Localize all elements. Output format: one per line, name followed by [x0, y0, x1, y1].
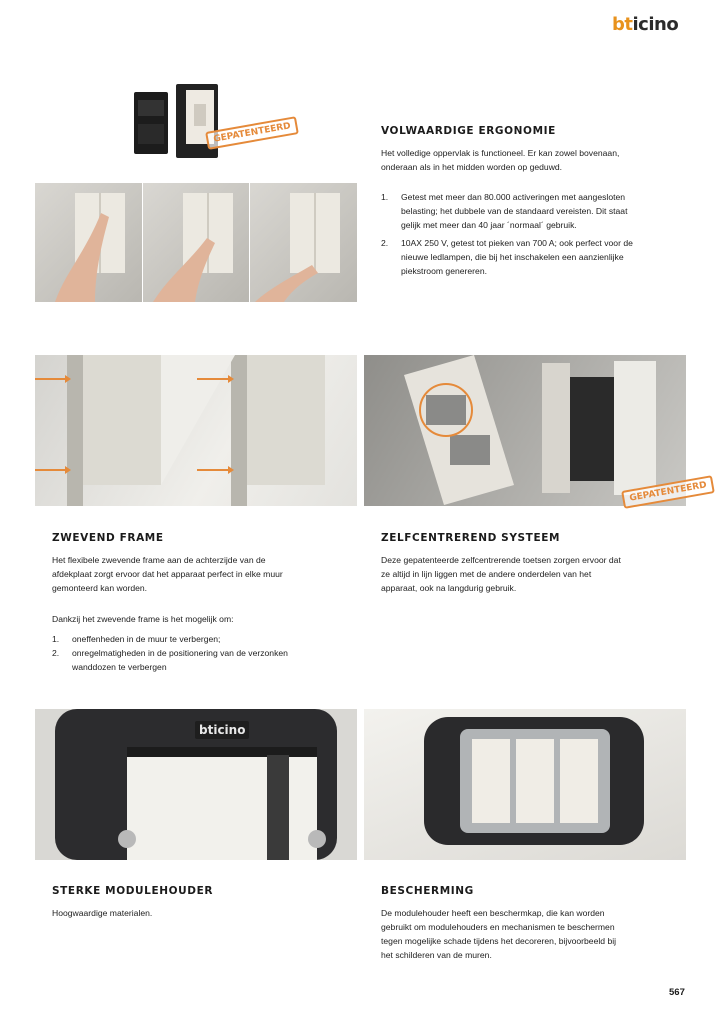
patent-stamp: GEPATENTEERD — [205, 116, 299, 150]
patent-stamp: GEPATENTEERD — [621, 475, 715, 509]
ergonomie-list — [381, 190, 636, 278]
frame-title: ZWEVEND FRAME — [52, 532, 164, 544]
module-product-image — [128, 80, 298, 170]
modulehouder-title: STERKE MODULEHOUDER — [52, 885, 214, 897]
frame-intro: Het flexibele zwevende frame aan de achterzijde van de afdekplaat zorgt ervoor dat het apparaat perfect in elke muur gemonteerd kan worden. — [52, 555, 283, 593]
frame-list — [52, 632, 302, 674]
bescherming-title: BESCHERMING — [381, 885, 474, 897]
ergonomie-title: VOLWAARDIGE ERGONOMIE — [381, 125, 556, 137]
list-item: 2. onregelmatigheden in de positionering van de verzonken wanddozen te verbergen — [52, 648, 288, 672]
centrering-intro: Deze gepatenteerde zelfcentrerende toetsen zorgen ervoor dat ze altijd in lijn liggen met de andere onderdelen van het apparaat, ook na langdurig gebruik. — [381, 555, 621, 593]
press-middle-photo — [143, 183, 249, 302]
brand-logo: bticino — [612, 14, 679, 35]
list-item: 1. oneffenheden in de muur te verbergen; — [52, 634, 221, 644]
list-item: 2. 10AX 250 V, getest tot pieken van 700 A; ook perfect voor de nieuwe ledlampen, die bij het inschakelen een aanzienlijke piekstroom genereren. — [381, 238, 633, 276]
page-number: 567 — [669, 987, 685, 998]
module-logo: bticino — [195, 721, 249, 739]
press-bottom-photo — [250, 183, 357, 302]
ergonomie-intro: Het volledige oppervlak is functioneel. Er kan zowel bovenaan, onderaan als in het midden worden op geduwd. — [381, 148, 620, 172]
bescherming-intro: De modulehouder heeft een beschermkap, die kan worden gebruikt om modulehouders en mechanismen te beschermen tegen mogelijke schade tijdens het decoreren, bijvoorbeeld bij het schilderen van de muren. — [381, 908, 617, 960]
centrering-title: ZELFCENTREREND SYSTEEM — [381, 532, 561, 544]
module-holder-photo — [35, 709, 357, 860]
self-centering-photo — [364, 355, 708, 506]
protection-cap-photo — [364, 709, 686, 860]
modulehouder-intro: Hoogwaardige materialen. — [52, 908, 153, 918]
floating-frame-photo — [35, 355, 357, 506]
press-top-photo — [35, 183, 142, 302]
frame-lead: Dankzij het zwevende frame is het mogelijk om: — [52, 614, 234, 624]
list-item: 1. Getest met meer dan 80.000 activeringen met aangesloten belasting; het dubbele van de standaard vereisten. Dit staat gelijk met meer dan 40 jaar ´normaal´ gebruik. — [381, 192, 628, 230]
